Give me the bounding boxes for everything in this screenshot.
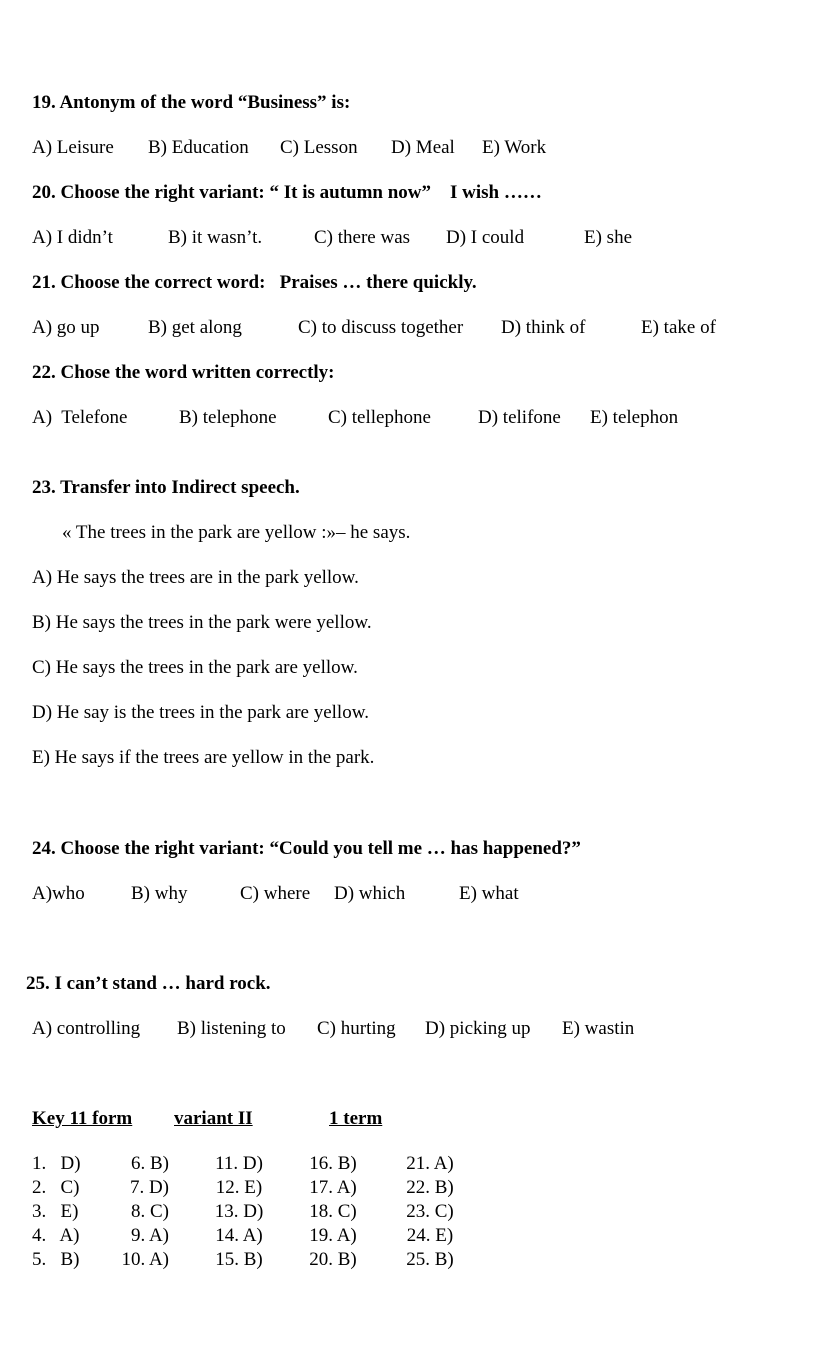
- key-answer-7: 7. D): [129, 1177, 169, 1198]
- key-answer-11: 11. D): [215, 1153, 263, 1174]
- key-column-1: [32, 1152, 81, 1272]
- key-answer-18: 18. C): [309, 1201, 357, 1222]
- q20-option-a: A) I didn’t: [32, 227, 113, 248]
- key-answer-17: 17. A): [309, 1177, 357, 1198]
- q24-option-e: E) what: [459, 883, 519, 904]
- key-answer-8: 8. C): [131, 1201, 169, 1222]
- question-19: 19. Antonym of the word “Business” is:: [32, 92, 351, 113]
- key-answer-25: 25. B): [406, 1249, 454, 1270]
- q19-option-e: E) Work: [482, 137, 547, 158]
- key-answer-23: 23. C): [406, 1201, 454, 1222]
- key-answer-5: 5. B): [32, 1249, 80, 1270]
- key-answer-9: 9. A): [131, 1225, 169, 1246]
- key-answer-12: 12. E): [215, 1177, 263, 1198]
- q25-option-e: E) wastin: [562, 1018, 635, 1039]
- key-answer-1: 1. D): [32, 1153, 81, 1174]
- key-answer-10: 10. A): [121, 1249, 169, 1270]
- q20-option-e: E) she: [584, 227, 633, 248]
- q23-option-c: C) He says the trees in the park are yellow.: [32, 657, 358, 678]
- key-column-3: [207, 1152, 271, 1272]
- q24-option-d: D) which: [334, 883, 406, 904]
- q22-option-e: E) telephon: [590, 407, 679, 428]
- q22-option-c: C) tellephone: [328, 407, 431, 428]
- q21-option-c: C) to discuss together: [298, 317, 464, 338]
- q21-option-e: E) take of: [641, 317, 716, 338]
- q22-option-d: D) telifone: [478, 407, 561, 428]
- key-column-2: [115, 1152, 169, 1272]
- key-title: Key 11 form: [32, 1108, 133, 1129]
- q22-option-b: B) telephone: [179, 407, 277, 428]
- q25-option-c: C) hurting: [317, 1018, 396, 1039]
- question-22: 22. Chose the word written correctly:: [32, 362, 335, 383]
- q21-option-b: B) get along: [148, 317, 242, 338]
- q19-option-a: A) Leisure: [32, 137, 114, 158]
- q20-option-d: D) I could: [446, 227, 525, 248]
- key-answer-19: 19. A): [309, 1225, 357, 1246]
- q20-option-c: C) there was: [314, 227, 411, 248]
- key-answer-15: 15. B): [215, 1249, 263, 1270]
- key-answer-14: 14. A): [215, 1225, 263, 1246]
- q21-option-d: D) think of: [501, 317, 586, 338]
- q23-option-b: B) He says the trees in the park were yellow.: [32, 612, 372, 633]
- q23-option-d: D) He say is the trees in the park are yellow.: [32, 702, 369, 723]
- key-variant: variant II: [174, 1108, 253, 1129]
- q21-option-a: A) go up: [32, 317, 100, 338]
- q25-option-a: A) controlling: [32, 1018, 141, 1039]
- key-column-4: [301, 1152, 365, 1272]
- q20-option-b: B) it wasn’t.: [168, 227, 263, 248]
- q22-option-a: A) Telefone: [32, 407, 128, 428]
- key-answer-3: 3. E): [32, 1201, 79, 1222]
- q23-quote: « The trees in the park are yellow :»– he says.: [62, 522, 411, 543]
- q25-option-b: B) listening to: [177, 1018, 286, 1039]
- q25-option-d: D) picking up: [425, 1018, 531, 1039]
- key-answer-21: 21. A): [406, 1153, 454, 1174]
- q24-option-b: B) why: [131, 883, 188, 904]
- key-answer-2: 2. C): [32, 1177, 80, 1198]
- q19-option-d: D) Meal: [391, 137, 455, 158]
- key-term: 1 term: [329, 1108, 383, 1129]
- key-answer-22: 22. B): [406, 1177, 454, 1198]
- question-24: 24. Choose the right variant: “Could you tell me … has happened?”: [32, 838, 581, 859]
- q23-option-a: A) He says the trees are in the park yellow.: [32, 567, 359, 588]
- q23-option-e: E) He says if the trees are yellow in the park.: [32, 747, 375, 768]
- key-answer-24: 24. E): [406, 1225, 454, 1246]
- q24-option-a: A)who: [32, 883, 85, 904]
- question-23: 23. Transfer into Indirect speech.: [32, 477, 300, 498]
- key-column-5: [397, 1152, 463, 1272]
- key-answer-16: 16. B): [309, 1153, 357, 1174]
- q19-option-b: B) Education: [148, 137, 249, 158]
- key-answer-6: 6. B): [131, 1153, 169, 1174]
- question-20: 20. Choose the right variant: “ It is autumn now” I wish ……: [32, 182, 542, 203]
- question-21: 21. Choose the correct word: Praises … there quickly.: [32, 272, 477, 293]
- key-answer-20: 20. B): [309, 1249, 357, 1270]
- question-25: 25. I can’t stand … hard rock.: [26, 973, 271, 994]
- q19-option-c: C) Lesson: [280, 137, 358, 158]
- key-answer-4: 4. A): [32, 1225, 80, 1246]
- q24-option-c: C) where: [240, 883, 311, 904]
- key-answer-13: 13. D): [214, 1201, 264, 1222]
